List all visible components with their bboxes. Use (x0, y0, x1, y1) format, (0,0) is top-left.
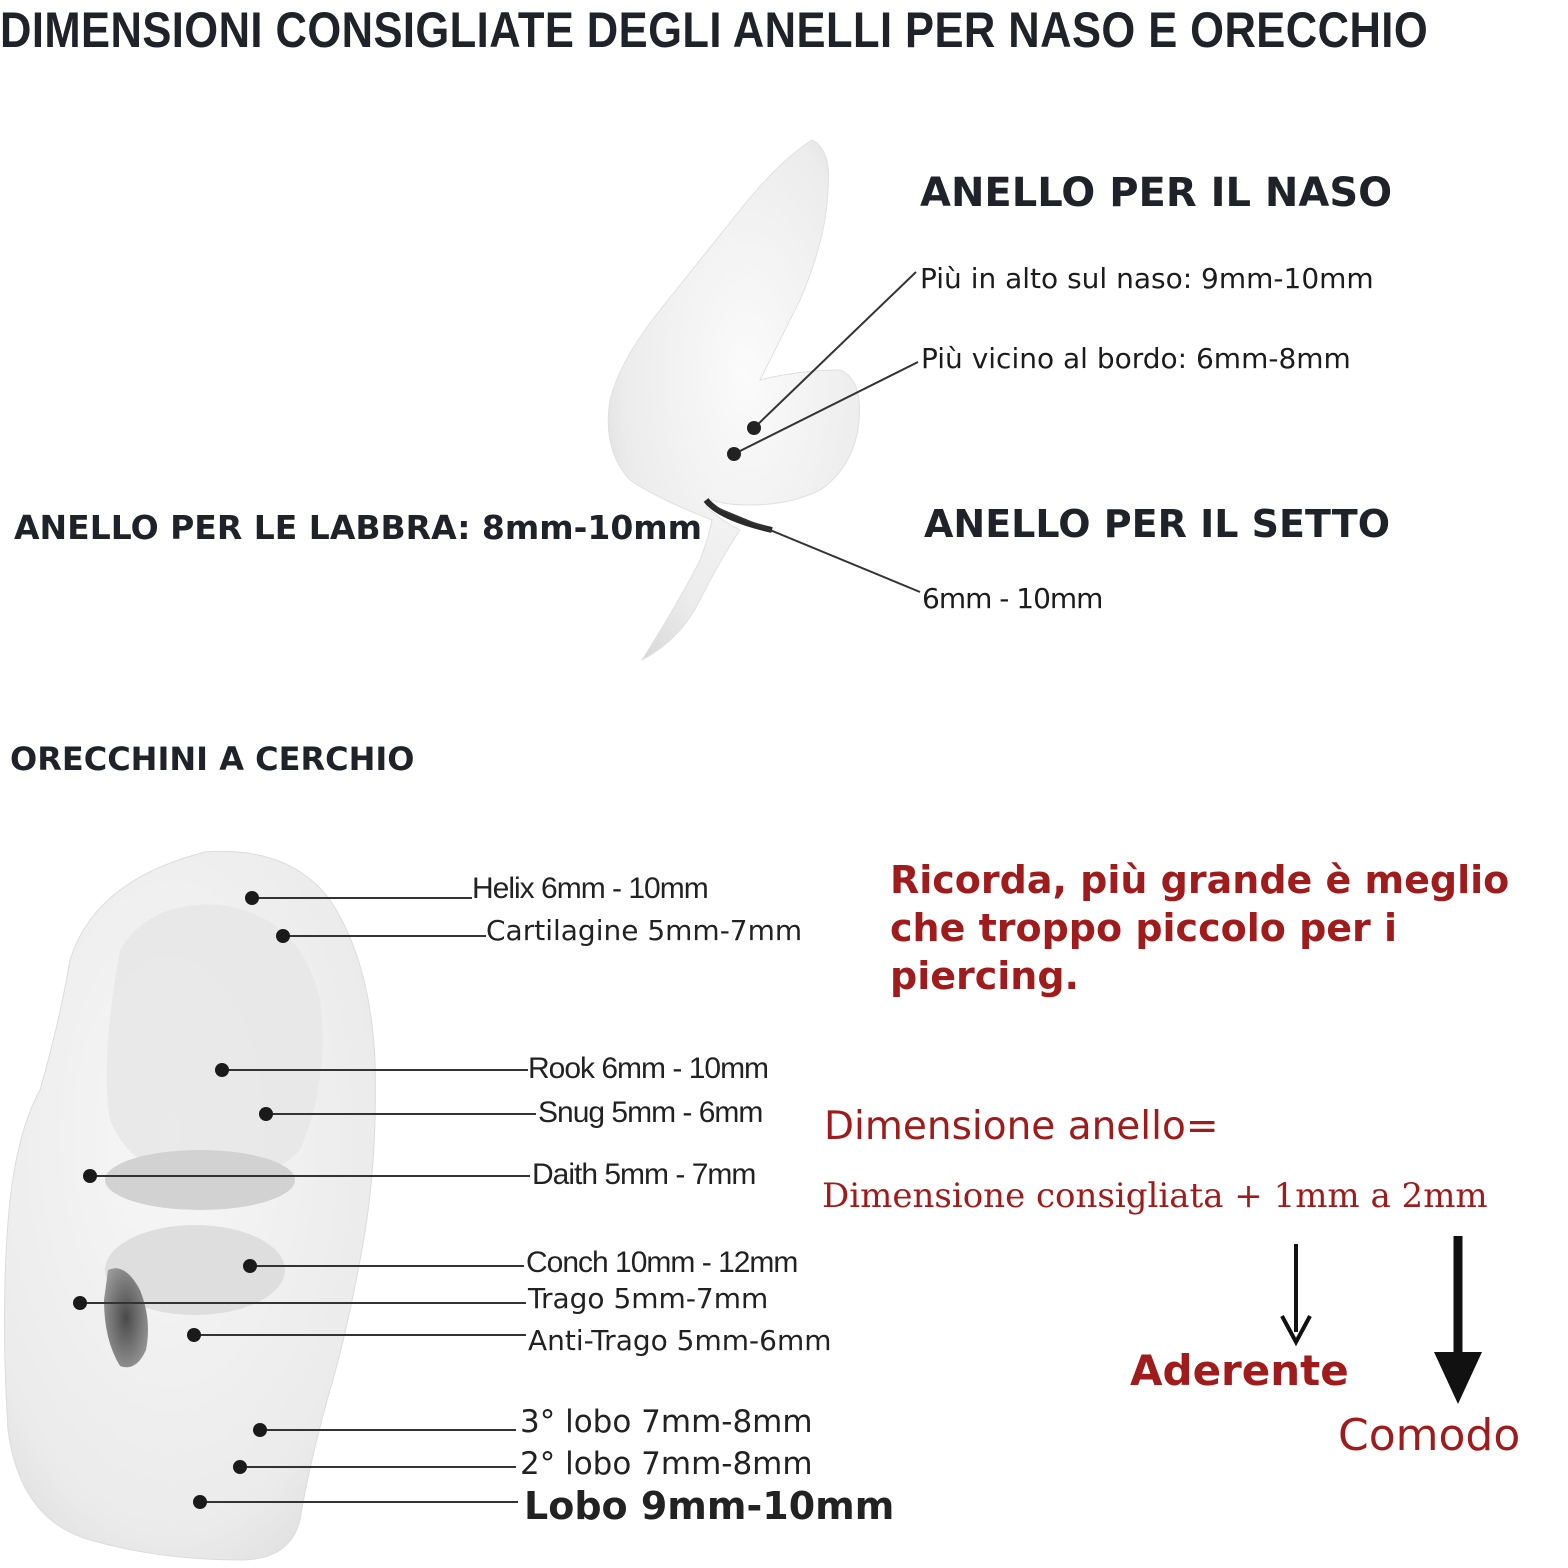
nose-edge-dot (727, 447, 741, 461)
hoop-earrings-heading: ORECCHINI A CERCHIO (10, 740, 415, 778)
conch-label: Conch 10mm - 12mm (526, 1246, 798, 1279)
arrow-down-icon (1282, 1244, 1310, 1342)
nose-edge-label: Più vicino al bordo: 6mm-8mm (921, 342, 1351, 375)
ear-illustration (4, 851, 375, 1560)
formula-line-1: Dimensione anello= (824, 1104, 1219, 1149)
tight-fit-label: Aderente (1130, 1346, 1349, 1395)
formula-line-2: Dimensione consigliata + 1mm a 2mm (822, 1176, 1488, 1216)
snug-label: Snug 5mm - 6mm (538, 1096, 763, 1129)
nose-upper-label: Più in alto sul naso: 9mm-10mm (920, 262, 1374, 295)
tragus-label: Trago 5mm-7mm (528, 1282, 769, 1315)
cartilage-label: Cartilagine 5mm-7mm (486, 914, 803, 947)
arrow-down-icon (1434, 1236, 1482, 1404)
lip-ring-label: ANELLO PER LE LABBRA: 8mm-10mm (14, 508, 703, 547)
nose-illustration (608, 140, 859, 660)
second-lobe-label: 2° lobo 7mm-8mm (520, 1446, 813, 1482)
nose-upper-dot (747, 421, 761, 435)
lobe-label: Lobo 9mm-10mm (524, 1484, 895, 1528)
comfortable-fit-label: Comodo (1338, 1410, 1521, 1461)
page-title: DIMENSIONI CONSIGLIATE DEGLI ANELLI PER NASO E ORECCHIO (0, 2, 1429, 58)
sizing-tip: Ricorda, più grande è meglio che troppo piccolo per i piercing. (890, 858, 1510, 998)
daith-label: Daith 5mm - 7mm (532, 1158, 756, 1191)
third-lobe-label: 3° lobo 7mm-8mm (520, 1404, 813, 1440)
septum-size-label: 6mm - 10mm (922, 582, 1103, 615)
antitragus-label: Anti-Trago 5mm-6mm (528, 1324, 832, 1357)
helix-label: Helix 6mm - 10mm (472, 872, 708, 905)
septum-ring-heading: ANELLO PER IL SETTO (924, 502, 1391, 546)
rook-label: Rook 6mm - 10mm (528, 1052, 769, 1085)
nose-ring-heading: ANELLO PER IL NASO (920, 170, 1393, 216)
